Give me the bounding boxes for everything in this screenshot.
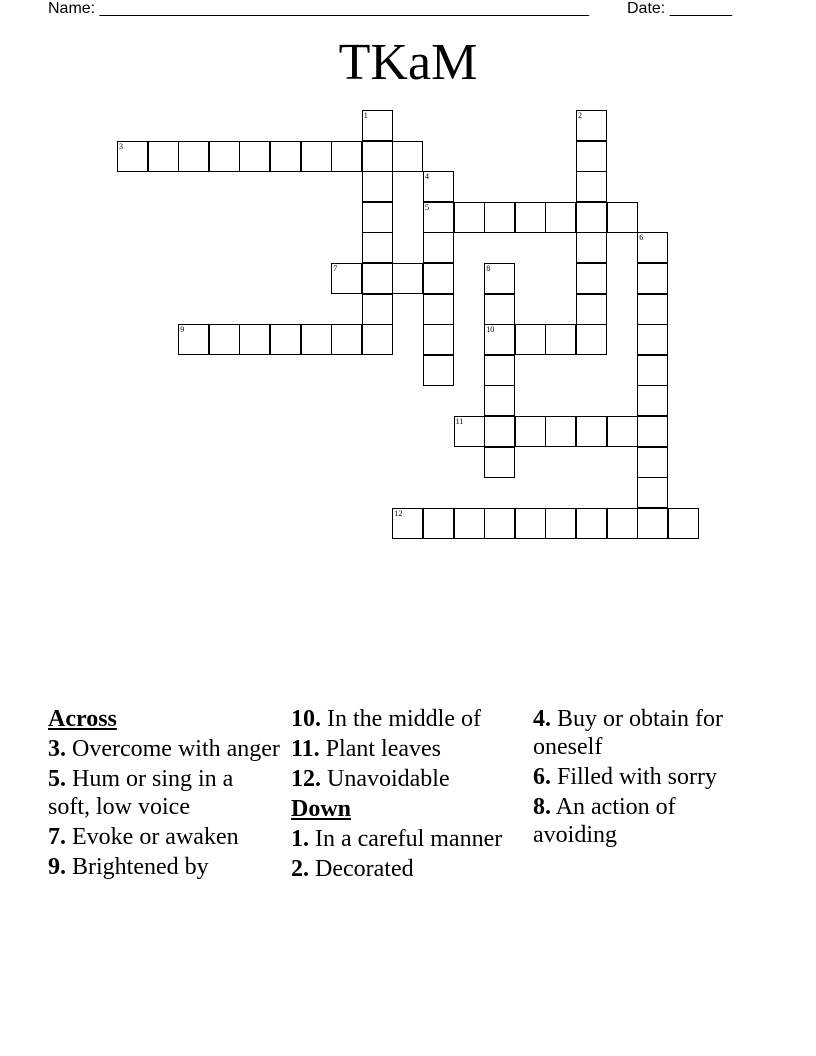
clue-number: 10. <box>291 706 321 732</box>
grid-cell[interactable] <box>362 110 393 141</box>
down-clue-8 <box>533 792 763 850</box>
grid-cell[interactable] <box>515 324 546 355</box>
cell-number: 10 <box>486 325 495 335</box>
grid-cell[interactable] <box>515 416 546 447</box>
grid-cell[interactable] <box>484 416 515 447</box>
grid-cell[interactable] <box>576 171 607 202</box>
grid-cell[interactable] <box>484 447 515 478</box>
grid-cell[interactable] <box>637 263 668 294</box>
grid-cell[interactable] <box>576 202 607 233</box>
clue-list <box>0 704 816 1004</box>
cell-number: 12 <box>394 508 403 518</box>
cell-number: 3 <box>119 141 123 151</box>
grid-cell[interactable] <box>148 141 179 172</box>
grid-cell[interactable] <box>637 324 668 355</box>
grid-cell[interactable] <box>576 294 607 325</box>
grid-cell[interactable] <box>637 232 668 263</box>
grid-cell[interactable] <box>331 263 362 294</box>
clue-number: 9. <box>48 854 66 880</box>
grid-cell[interactable] <box>576 416 607 447</box>
cell-number: 8 <box>486 264 491 273</box>
clue-number: 3. <box>48 736 66 762</box>
grid-cell[interactable] <box>117 141 148 172</box>
grid-cell[interactable] <box>301 141 332 172</box>
grid-cell[interactable] <box>423 171 454 202</box>
down-clue-6 <box>533 762 763 792</box>
clue-number: 11. <box>291 736 320 762</box>
clue-number: 8. <box>533 794 551 820</box>
clue-number: 5. <box>48 766 66 792</box>
grid-cell[interactable] <box>576 263 607 294</box>
grid-cell[interactable] <box>178 141 209 172</box>
grid-cell[interactable] <box>484 508 515 539</box>
down-heading: Down <box>291 796 352 822</box>
grid-cell[interactable] <box>576 508 607 539</box>
clue-number: 4. <box>533 706 551 732</box>
grid-cell[interactable] <box>637 447 668 478</box>
down-clue-2 <box>291 854 521 884</box>
clue-number: 2. <box>291 856 309 882</box>
grid-cell[interactable] <box>423 294 454 325</box>
worksheet-header <box>0 0 816 24</box>
grid-cell[interactable] <box>545 202 576 233</box>
grid-cell[interactable] <box>637 508 668 539</box>
grid-cell[interactable] <box>454 416 485 447</box>
cell-number: 11 <box>455 417 464 426</box>
grid-cell[interactable] <box>331 324 362 355</box>
grid-cell[interactable] <box>423 355 454 386</box>
grid-cell[interactable] <box>239 141 270 172</box>
clue-text: Filled with sorry <box>557 764 717 790</box>
grid-cell[interactable] <box>545 508 576 539</box>
grid-cell[interactable] <box>576 232 607 263</box>
clue-text: Evoke or awaken <box>72 824 239 850</box>
grid-cell[interactable] <box>209 324 240 355</box>
clue-text: Plant leaves <box>325 736 441 762</box>
clue-column-1 <box>48 704 280 882</box>
grid-cell[interactable] <box>178 324 209 355</box>
grid-cell[interactable] <box>637 477 668 508</box>
grid-cell[interactable] <box>392 141 423 172</box>
grid-cell[interactable] <box>576 110 607 141</box>
grid-cell[interactable] <box>607 416 638 447</box>
cell-number: 7 <box>333 264 338 273</box>
grid-cell[interactable] <box>637 294 668 325</box>
clue-text: Overcome with anger <box>72 736 280 762</box>
clue-text: Hum or sing in a soft, low voice <box>48 766 234 820</box>
clue-number: 1. <box>291 826 309 852</box>
grid-cell[interactable] <box>270 324 301 355</box>
clue-text: An action of avoiding <box>533 794 676 848</box>
grid-cell[interactable] <box>607 202 638 233</box>
grid-cell[interactable] <box>484 263 515 294</box>
across-clue-3 <box>48 734 280 764</box>
clue-text: In the middle of <box>327 706 481 732</box>
puzzle-title: TKaM <box>338 34 478 91</box>
grid-cell[interactable] <box>362 141 393 172</box>
grid-cell[interactable] <box>392 508 423 539</box>
grid-cell[interactable] <box>637 355 668 386</box>
clue-column-3 <box>533 704 763 850</box>
grid-cell[interactable] <box>454 202 485 233</box>
clue-number: 6. <box>533 764 551 790</box>
grid-cell[interactable] <box>423 232 454 263</box>
grid-cell[interactable] <box>515 202 546 233</box>
clue-text: Brightened by <box>72 854 209 880</box>
clue-text: Unavoidable <box>327 766 450 792</box>
cell-number: 1 <box>363 111 368 120</box>
grid-cell[interactable] <box>576 141 607 172</box>
grid-cell[interactable] <box>362 202 393 233</box>
grid-cell[interactable] <box>362 294 393 325</box>
grid-cell[interactable] <box>484 355 515 386</box>
grid-cell[interactable] <box>607 508 638 539</box>
grid-cell[interactable] <box>515 508 546 539</box>
grid-cell[interactable] <box>545 416 576 447</box>
cell-number: 2 <box>578 111 582 120</box>
across-clue-11 <box>291 734 521 764</box>
grid-cell[interactable] <box>423 508 454 539</box>
across-clue-9 <box>48 852 280 882</box>
grid-cell[interactable] <box>362 232 393 263</box>
clue-text: Decorated <box>315 856 414 882</box>
down-clue-1 <box>291 824 521 854</box>
clue-text: In a careful manner <box>315 826 503 852</box>
cell-number: 9 <box>180 325 185 335</box>
across-clue-10 <box>291 704 521 734</box>
grid-cell[interactable] <box>484 294 515 325</box>
grid-cell[interactable] <box>637 385 668 416</box>
grid-cell[interactable] <box>362 324 393 355</box>
date-field[interactable]: Date: _______ <box>627 0 732 17</box>
grid-cell[interactable] <box>270 141 301 172</box>
grid-cell[interactable] <box>423 324 454 355</box>
across-clue-5 <box>48 764 280 822</box>
grid-cell[interactable] <box>362 263 393 294</box>
grid-cell[interactable] <box>331 141 362 172</box>
grid-cell[interactable] <box>423 263 454 294</box>
across-clue-7 <box>48 822 280 852</box>
grid-cell[interactable] <box>454 508 485 539</box>
grid-cell[interactable] <box>239 324 270 355</box>
across-heading: Across <box>48 706 117 732</box>
down-clue-4 <box>533 704 763 762</box>
grid-cell[interactable] <box>392 263 423 294</box>
grid-cell[interactable] <box>209 141 240 172</box>
clue-number: 7. <box>48 824 66 850</box>
grid-cell[interactable] <box>484 202 515 233</box>
name-field[interactable]: Name: _______________________________________________________ <box>48 0 589 17</box>
grid-cell[interactable] <box>423 202 454 233</box>
clue-text: Buy or obtain for oneself <box>533 706 723 760</box>
cell-number: 4 <box>425 172 429 182</box>
grid-cell[interactable] <box>668 508 699 539</box>
grid-cell[interactable] <box>301 324 332 355</box>
grid-cell[interactable] <box>362 171 393 202</box>
cell-number: 6 <box>639 233 644 243</box>
grid-cell[interactable] <box>484 324 515 355</box>
grid-cell[interactable] <box>637 416 668 447</box>
grid-cell[interactable] <box>576 324 607 355</box>
grid-cell[interactable] <box>484 385 515 416</box>
across-clue-12 <box>291 764 521 794</box>
clue-column-2 <box>291 704 521 884</box>
grid-cell[interactable] <box>545 324 576 355</box>
cell-number: 5 <box>425 202 429 212</box>
clue-number: 12. <box>291 766 321 792</box>
